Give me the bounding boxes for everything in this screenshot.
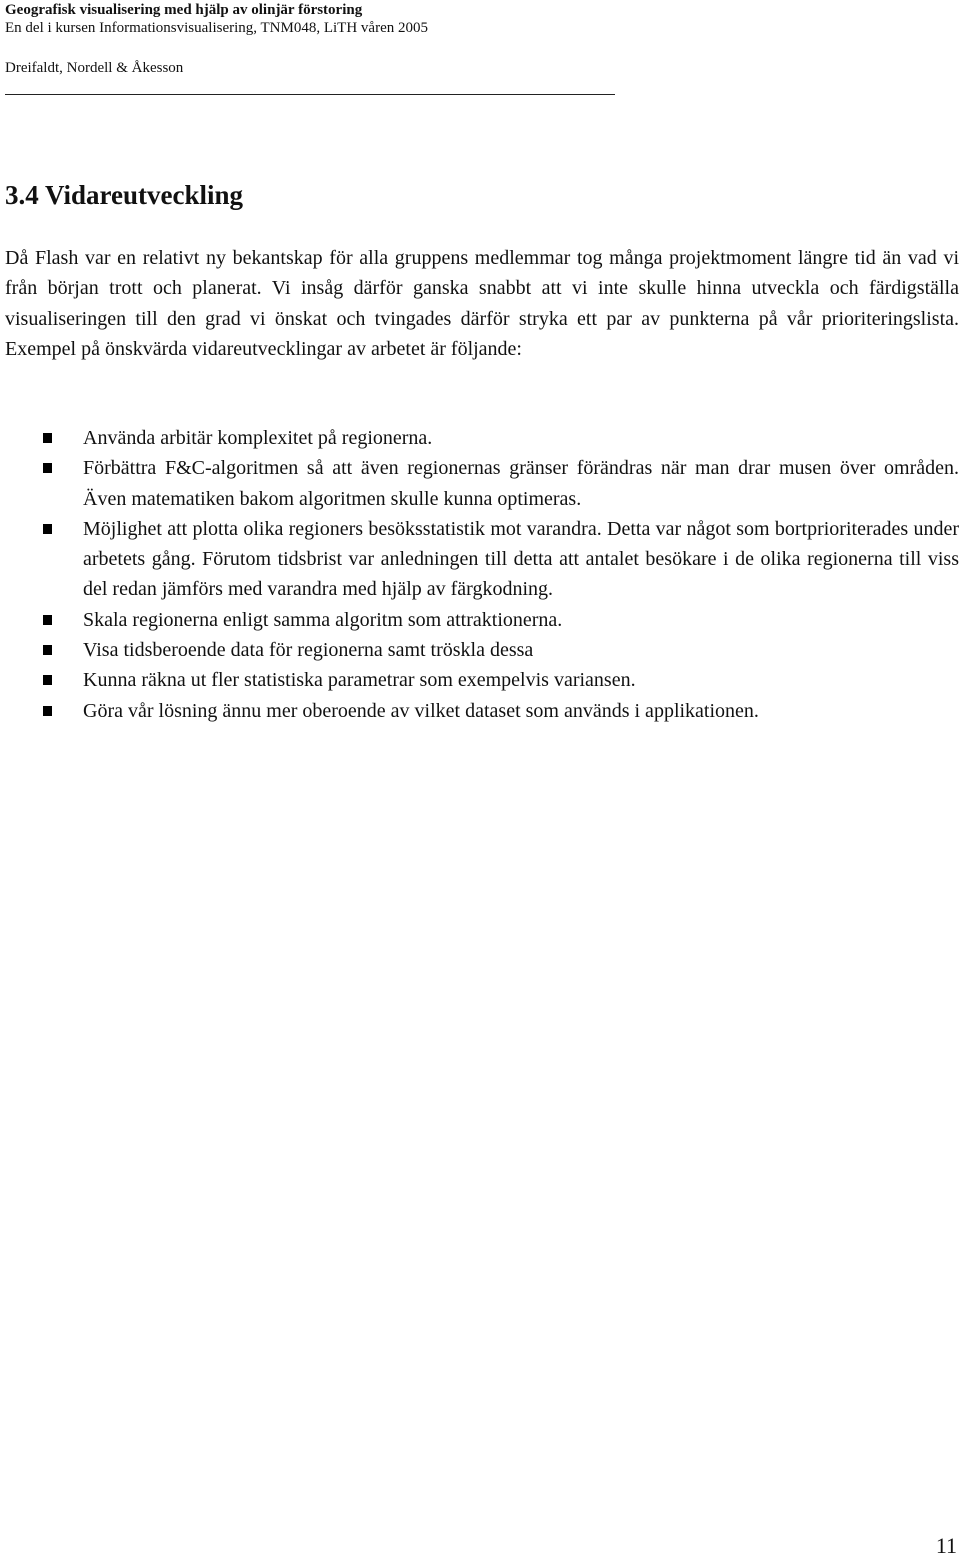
page-header [5, 0, 625, 77]
list-item-text: Göra vår lösning ännu mer oberoende av vilket dataset som används i applikationen. [83, 699, 759, 722]
list-item-text: Visa tidsberoende data för regionerna samt tröskla dessa [83, 639, 534, 662]
page-number: 11 [935, 1533, 957, 1558]
document-title: Geografisk visualisering med hjälp av olinjär förstoring [5, 2, 363, 18]
list-item [5, 453, 959, 514]
list-item [5, 423, 959, 453]
square-bullet-icon [43, 433, 52, 443]
square-bullet-icon [43, 675, 52, 685]
list-item-text: Använda arbitär komplexitet på regionerna. [83, 427, 433, 449]
authors-line: Dreifaldt, Nordell & Åkesson [5, 60, 184, 76]
list-item-text: Skala regionerna enligt samma algoritm som attraktionerna. [83, 608, 563, 631]
list-item-text: Kunna räkna ut fler statistiska parametrar som exempelvis variansen. [83, 669, 636, 692]
list-item [5, 665, 959, 695]
list-item [5, 696, 959, 726]
section-heading: 3.4 Vidareutveckling [5, 180, 244, 210]
section-paragraph: Då Flash var en relativt ny bekantskap för alla gruppens medlemmar tog många projektmoment längre tid än vad vi från början trott och planerat. Vi insåg därför ganska snabbt att vi inte skulle hinna utveckla och färdigställa visualiseringen till den grad vi önskat och tvingades därför stryka ett par av punkterna på vår prioriteringslista. Exempel på önskvärda vidareutvecklingar av arbetet är följande: [5, 247, 959, 360]
header-divider [5, 94, 615, 95]
list-item [5, 514, 959, 605]
list-item [5, 635, 959, 665]
list-item-text: Möjlighet att plotta olika regioners besöksstatistik mot varandra. Detta var något som bortprioriterades under arbetets gång. Förutom tidsbrist var anledningen till detta att antalet besökare i de olika regionerna till viss del redan jämförs med varandra med hjälp av färgkodning. [83, 517, 959, 601]
list-item-text: Förbättra F&C-algoritmen så att även regionernas gränser förändras när man drar musen över områden. Även matematiken bakom algoritmen skulle kunna optimeras. [83, 457, 959, 510]
list-item [5, 605, 959, 635]
square-bullet-icon [43, 645, 52, 655]
square-bullet-icon [43, 463, 52, 473]
square-bullet-icon [43, 615, 52, 625]
square-bullet-icon [43, 524, 52, 534]
development-list [5, 423, 959, 726]
square-bullet-icon [43, 706, 52, 716]
course-line: En del i kursen Informationsvisualisering, TNM048, LiTH våren 2005 [5, 20, 428, 36]
